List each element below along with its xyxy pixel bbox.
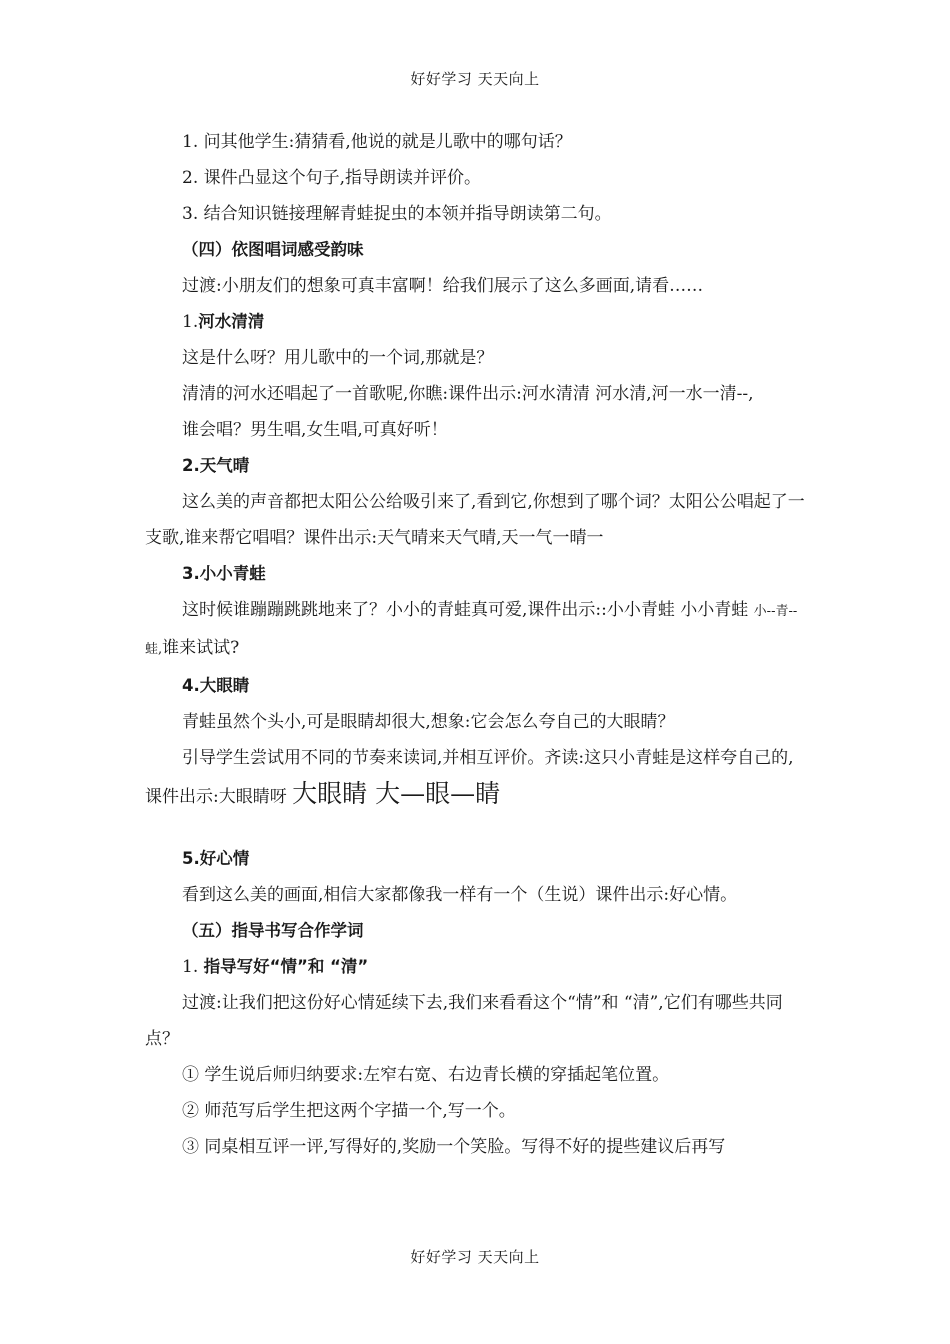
subheading-4: 4.大眼睛 xyxy=(182,676,250,695)
list-item: ③ 同桌相互评一评,写得好的,奖励一个笑脸。写得不好的提些建议后再写 xyxy=(182,1137,726,1157)
step-3: 3. 结合知识链接理解青蛙捉虫的本领并指导朗读第二句。 xyxy=(182,204,612,224)
subheading-5: 5.好心情 xyxy=(182,849,250,868)
paragraph xyxy=(145,592,805,668)
rhythm-text: 小--青--蛙, xyxy=(145,604,798,657)
step-2: 2. 课件凸显这个句子,指导朗读并评价。 xyxy=(182,168,482,188)
paragraph: 看到这么美的画面,相信大家都像我一样有一个（生说）课件出示:好心情。 xyxy=(182,885,738,905)
transition-text: 过渡:小朋友们的想象可真丰富啊！给我们展示了这么多画面,请看…… xyxy=(182,276,704,296)
paragraph: 清清的河水还唱起了一首歌呢,你瞧:课件出示:河水清清 河水清,河一水一清--, xyxy=(182,384,754,404)
subheading-1-title: 河水清清 xyxy=(198,312,265,331)
paragraph: 这么美的声音都把太阳公公给吸引来了,看到它,你想到了哪个词？太阳公公唱起了一支歌,谁来帮它唱唱？课件出示:天气晴来天气晴,天一气一晴一 xyxy=(145,492,805,548)
step-1: 1. 问其他学生:猜猜看,他说的就是儿歌中的哪句话？ xyxy=(182,132,572,152)
subheading-1 xyxy=(145,304,805,340)
section-heading-5: （五）指导书写合作学词 xyxy=(182,921,364,940)
paragraph: 青蛙虽然个头小,可是眼睛却很大,想象:它会怎么夸自己的大眼睛？ xyxy=(182,712,675,732)
list-item: ② 师范写后学生把这两个字描一个,写一个。 xyxy=(182,1101,516,1121)
list-item: ① 学生说后师归纳要求:左窄右宽、右边青长横的穿插起笔位置。 xyxy=(182,1065,670,1085)
paragraph: 这是什么呀？用儿歌中的一个词,那就是？ xyxy=(182,348,494,368)
subheading-1-number: 1. xyxy=(182,312,199,332)
subheading-2: 2.天气晴 xyxy=(182,456,250,475)
subheading-3: 3.小小青蛙 xyxy=(182,564,266,583)
page-header: 好好学习 天天向上 xyxy=(410,70,540,88)
paragraph-text: 这时候谁蹦蹦跳跳地来了？小小的青蛙真可爱,课件出示::小小青蛙 小小青蛙 xyxy=(182,600,754,620)
paragraph-text: 引导学生尝试用不同的节奏来读词,并相互评价。齐读:这只小青蛙是这样夸自己的,课件出示:大眼睛呀 xyxy=(145,748,794,807)
subheading-6-number: 1. xyxy=(182,957,204,977)
paragraph: 过渡:让我们把这份好心情延续下去,我们来看看这个“情”和 “清”,它们有哪些共同点？ xyxy=(145,993,783,1049)
paragraph xyxy=(145,740,805,815)
page-footer: 好好学习 天天向上 xyxy=(410,1248,540,1266)
paragraph: 谁会唱？男生唱,女生唱,可真好听！ xyxy=(182,420,448,440)
subheading-6 xyxy=(145,949,805,985)
subheading-6-title: 指导写好“情”和 “清” xyxy=(203,957,369,976)
large-display-text: 大眼睛 大—眼—睛 xyxy=(292,779,501,808)
paragraph-text: 谁来试试? xyxy=(162,638,240,658)
document-body xyxy=(145,124,805,1165)
section-heading-4: （四）依图唱词感受韵味 xyxy=(182,240,364,259)
